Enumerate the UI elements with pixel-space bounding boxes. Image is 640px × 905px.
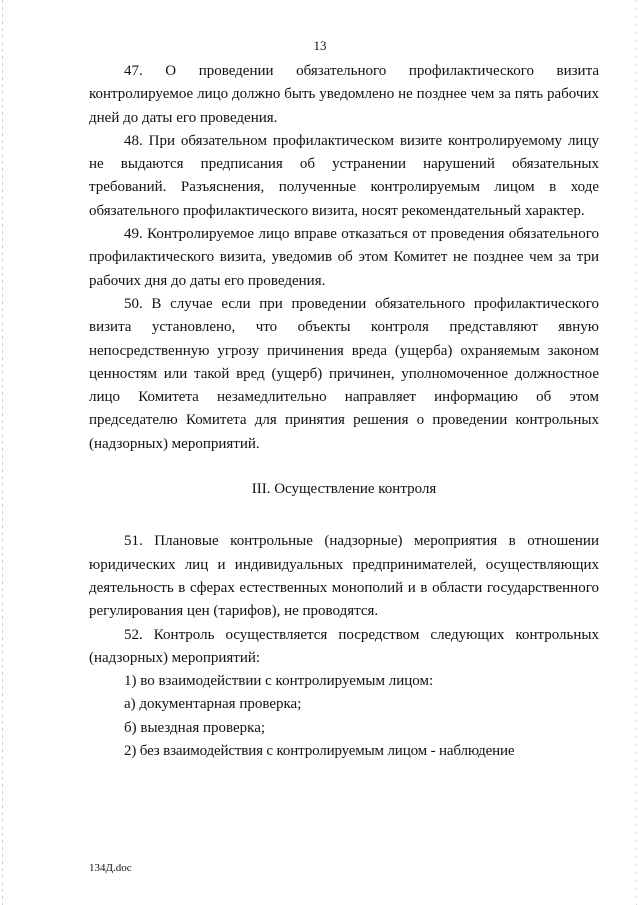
list-item-b: б) выездная проверка; [124,719,266,736]
paragraph-51: 51. Плановые контрольные (надзорные) мероприятия в отношении юридических лиц и индивидуальных предпринимателей, осуществляющих деятельность в сферах естественных монополий и в области государственного регулирования цен (тарифов), не проводятся. [89,533,599,620]
paragraph-49: 49. Контролируемое лицо вправе отказаться от проведения обязательного профилактического визита, уведомив об этом Комитет не позднее чем за три рабочих дня до даты его проведения. [89,226,599,289]
scan-edge-left [2,0,3,905]
list-item-a: а) документарная проверка; [124,696,302,713]
document-body [89,60,599,763]
paragraph-48: 48. При обязательном профилактическом визите контролируемому лицу не выдаются предписания об устранении нарушений обязательных требований. Разъяснения, полученные контролируемым лицом в ходе обязательного профилактического визита, носят рекомендательный характер. [89,132,599,219]
page-number: 13 [313,38,327,53]
paragraph-47: 47. О проведении обязательного профилактического визита контролируемое лицо должно быть уведомлено не позднее чем за пять рабочих дней до даты его проведения. [89,63,599,126]
paragraph-52: 52. Контроль осуществляется посредством следующих контрольных (надзорных) мероприятий: [89,626,599,666]
list-item-2: 2) без взаимодействия с контролируемым лицом - наблюдение [124,743,515,760]
list-item-1: 1) во взаимодействии с контролируемым лицом: [124,673,434,690]
scan-edge-right [636,0,637,905]
footer-filename: 134Д.doc [89,862,132,874]
paragraph-50: 50. В случае если при проведении обязательного профилактического визита установлено, что объекты контроля представляют явную непосредственную угрозу причинения вреда (ущерба) охраняемым законом ценностям или такой вред (ущерб) причинен, уполномоченное должностное лицо Комитета незамедлительно направляет информацию об этом председателю Комитета для принятия решения о проведении контрольных (надзорных) мероприятий. [89,295,599,452]
section-heading: III. Осуществление контроля [251,481,437,498]
